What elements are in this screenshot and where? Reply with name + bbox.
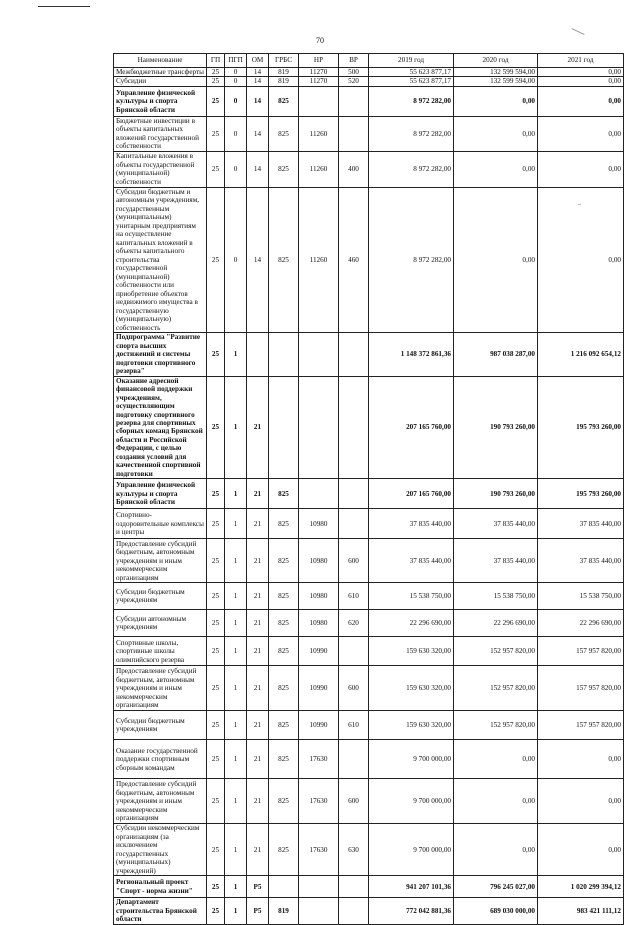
cell-om: 14	[247, 68, 269, 77]
cell-name: Спортивно-оздоровительные комплексы и центры	[114, 509, 207, 539]
cell-pgp: 1	[225, 333, 247, 376]
table-row	[114, 77, 624, 86]
cell-y2020: 37 835 440,00	[454, 539, 538, 583]
cell-gp: 25	[207, 610, 225, 637]
cell-om: 21	[247, 583, 269, 610]
cell-pgp: 1	[225, 740, 247, 779]
cell-name: Оказание адресной финансовой поддержки учреждениям, осуществляющим подготовку спортивного резерва для спортивных сборных команд Брянской области и Российской Федерации, с целью создания условий для качественной спортивной подготовки	[114, 376, 207, 479]
cell-grbs: 825	[269, 539, 299, 583]
cell-nr	[299, 376, 339, 479]
header-y2020: 2020 год	[454, 54, 538, 68]
cell-om: 14	[247, 151, 269, 187]
cell-name: Межбюджетные трансферты	[114, 68, 207, 77]
cell-y2021: 0,00	[538, 86, 624, 116]
cell-gp: 25	[207, 68, 225, 77]
cell-gp: 25	[207, 666, 225, 711]
cell-y2019: 9 700 000,00	[369, 779, 454, 824]
cell-y2019: 55 623 877,17	[369, 68, 454, 77]
cell-y2021: 0,00	[538, 187, 624, 332]
cell-gp: 25	[207, 187, 225, 332]
table-row	[114, 711, 624, 740]
cell-vr	[339, 740, 369, 779]
cell-nr: 11260	[299, 187, 339, 332]
cell-y2020: 152 957 820,00	[454, 711, 538, 740]
header-pgp: ПГП	[225, 54, 247, 68]
cell-name: Предоставление субсидий бюджетным, автономным учреждениям и иным некоммерческим организациям	[114, 779, 207, 824]
cell-grbs: 825	[269, 740, 299, 779]
cell-y2019: 37 835 440,00	[369, 509, 454, 539]
cell-nr: 10980	[299, 610, 339, 637]
cell-name: Предоставление субсидий бюджетным, автономным учреждениям и иным некоммерческим организациям	[114, 666, 207, 711]
cell-vr: 520	[339, 77, 369, 86]
cell-vr	[339, 876, 369, 898]
table-row	[114, 637, 624, 666]
cell-pgp: 0	[225, 86, 247, 116]
cell-y2021: 157 957 820,00	[538, 666, 624, 711]
cell-name: Подпрограмма "Развитие спорта высших достижений и системы подготовки спортивного резерва"	[114, 333, 207, 376]
cell-y2019: 8 972 282,00	[369, 86, 454, 116]
cell-pgp: 1	[225, 479, 247, 509]
cell-vr: 400	[339, 151, 369, 187]
cell-gp: 25	[207, 116, 225, 151]
cell-gp: 25	[207, 711, 225, 740]
cell-y2020: 796 245 027,00	[454, 876, 538, 898]
cell-y2021: 195 793 260,00	[538, 376, 624, 479]
cell-y2020: 0,00	[454, 740, 538, 779]
cell-y2021: 0,00	[538, 740, 624, 779]
cell-y2019: 207 165 760,00	[369, 376, 454, 479]
cell-y2019: 159 630 320,00	[369, 637, 454, 666]
table-row	[114, 509, 624, 539]
cell-gp: 25	[207, 779, 225, 824]
cell-pgp: 1	[225, 610, 247, 637]
cell-y2020: 15 538 750,00	[454, 583, 538, 610]
cell-gp: 25	[207, 539, 225, 583]
cell-y2019: 22 296 690,00	[369, 610, 454, 637]
cell-gp: 25	[207, 898, 225, 924]
cell-pgp: 0	[225, 68, 247, 77]
cell-vr	[339, 333, 369, 376]
cell-om: 21	[247, 539, 269, 583]
cell-vr: 630	[339, 824, 369, 876]
cell-gp: 25	[207, 876, 225, 898]
cell-y2020: 689 030 000,00	[454, 898, 538, 924]
cell-grbs: 825	[269, 666, 299, 711]
cell-om: 14	[247, 116, 269, 151]
cell-y2019: 207 165 760,00	[369, 479, 454, 509]
table-row	[114, 898, 624, 924]
cell-vr	[339, 479, 369, 509]
cell-y2021: 1 020 299 394,12	[538, 876, 624, 898]
cell-y2021: 15 538 750,00	[538, 583, 624, 610]
cell-gp: 25	[207, 376, 225, 479]
cell-nr	[299, 333, 339, 376]
table-row	[114, 151, 624, 187]
cell-y2020: 190 793 260,00	[454, 376, 538, 479]
cell-name: Региональный проект "Спорт - норма жизни"	[114, 876, 207, 898]
cell-nr: 10980	[299, 539, 339, 583]
cell-name: Капитальные вложения в объекты государственной (муниципальной) собственности	[114, 151, 207, 187]
budget-table	[113, 53, 624, 925]
cell-om: 21	[247, 779, 269, 824]
cell-gp: 25	[207, 77, 225, 86]
cell-vr	[339, 898, 369, 924]
cell-y2021: 0,00	[538, 116, 624, 151]
cell-gp: 25	[207, 824, 225, 876]
cell-y2019: 1 148 372 861,36	[369, 333, 454, 376]
cell-grbs: 825	[269, 116, 299, 151]
cell-vr	[339, 376, 369, 479]
cell-nr: 10990	[299, 637, 339, 666]
cell-om: P5	[247, 876, 269, 898]
table-row	[114, 187, 624, 332]
cell-gp: 25	[207, 740, 225, 779]
cell-om: 21	[247, 824, 269, 876]
header-y2019: 2019 год	[369, 54, 454, 68]
cell-y2020: 987 038 287,00	[454, 333, 538, 376]
table-row	[114, 333, 624, 376]
cell-grbs	[269, 333, 299, 376]
cell-y2019: 15 538 750,00	[369, 583, 454, 610]
cell-om: 14	[247, 77, 269, 86]
cell-grbs: 825	[269, 583, 299, 610]
header-name: Наименование	[114, 54, 207, 68]
cell-nr: 11270	[299, 77, 339, 86]
cell-grbs: 825	[269, 824, 299, 876]
cell-vr	[339, 116, 369, 151]
table-row	[114, 876, 624, 898]
table-row	[114, 68, 624, 77]
table-row	[114, 610, 624, 637]
cell-name: Управление физической культуры и спорта Брянской области	[114, 86, 207, 116]
cell-pgp: 1	[225, 779, 247, 824]
cell-grbs: 825	[269, 151, 299, 187]
cell-name: Управление физической культуры и спорта Брянской области	[114, 479, 207, 509]
cell-y2019: 8 972 282,00	[369, 187, 454, 332]
cell-nr: 11270	[299, 68, 339, 77]
cell-vr: 600	[339, 666, 369, 711]
cell-nr: 17630	[299, 779, 339, 824]
cell-pgp: 0	[225, 77, 247, 86]
cell-grbs: 819	[269, 68, 299, 77]
header-nr: НР	[299, 54, 339, 68]
header-row	[114, 54, 624, 68]
cell-grbs: 825	[269, 779, 299, 824]
cell-nr	[299, 898, 339, 924]
cell-vr: 600	[339, 779, 369, 824]
cell-pgp: 1	[225, 898, 247, 924]
cell-nr: 11260	[299, 151, 339, 187]
cell-vr: 600	[339, 539, 369, 583]
cell-vr: 620	[339, 610, 369, 637]
cell-y2021: 37 835 440,00	[538, 509, 624, 539]
cell-y2021: 1 216 092 654,12	[538, 333, 624, 376]
cell-y2019: 8 972 282,00	[369, 151, 454, 187]
cell-name: Субсидии бюджетным учреждениям	[114, 583, 207, 610]
cell-nr	[299, 479, 339, 509]
cell-grbs: 825	[269, 509, 299, 539]
cell-y2020: 152 957 820,00	[454, 666, 538, 711]
cell-nr: 10990	[299, 666, 339, 711]
cell-nr: 17630	[299, 824, 339, 876]
cell-nr: 10980	[299, 509, 339, 539]
table-row	[114, 779, 624, 824]
cell-y2020: 190 793 260,00	[454, 479, 538, 509]
cell-vr: 460	[339, 187, 369, 332]
header-gp: ГП	[207, 54, 225, 68]
cell-nr: 10980	[299, 583, 339, 610]
cell-vr	[339, 637, 369, 666]
cell-gp: 25	[207, 583, 225, 610]
cell-pgp: 0	[225, 151, 247, 187]
cell-om: 21	[247, 637, 269, 666]
cell-y2020: 132 599 594,00	[454, 68, 538, 77]
cell-gp: 25	[207, 509, 225, 539]
top-rule	[38, 6, 90, 7]
cell-vr: 500	[339, 68, 369, 77]
cell-y2019: 9 700 000,00	[369, 824, 454, 876]
cell-gp: 25	[207, 479, 225, 509]
cell-nr: 11260	[299, 116, 339, 151]
table-row	[114, 116, 624, 151]
cell-grbs: 819	[269, 77, 299, 86]
cell-name: Субсидии некоммерческим организациям (за исключением государственных (муниципальных) учреждений)	[114, 824, 207, 876]
cell-vr	[339, 86, 369, 116]
cell-grbs: 825	[269, 187, 299, 332]
cell-gp: 25	[207, 86, 225, 116]
cell-pgp: 1	[225, 539, 247, 583]
cell-name: Субсидии бюджетным учреждениям	[114, 711, 207, 740]
cell-name: Оказание государственной поддержки спортивным сборным командам	[114, 740, 207, 779]
cell-y2019: 8 972 282,00	[369, 116, 454, 151]
cell-pgp: 1	[225, 711, 247, 740]
cell-y2020: 0,00	[454, 824, 538, 876]
table-row	[114, 824, 624, 876]
cell-name: Предоставление субсидий бюджетным, автономным учреждениям и иным некоммерческим организациям	[114, 539, 207, 583]
cell-om: 21	[247, 711, 269, 740]
cell-y2021: 0,00	[538, 68, 624, 77]
cell-y2020: 0,00	[454, 779, 538, 824]
cell-om: 21	[247, 376, 269, 479]
cell-pgp: 0	[225, 187, 247, 332]
cell-vr: 610	[339, 583, 369, 610]
cell-pgp: 1	[225, 824, 247, 876]
cell-y2020: 132 599 594,00	[454, 77, 538, 86]
cell-y2021: 0,00	[538, 151, 624, 187]
cell-y2021: 157 957 820,00	[538, 711, 624, 740]
header-grbs: ГРБС	[269, 54, 299, 68]
cell-y2019: 159 630 320,00	[369, 666, 454, 711]
table-row	[114, 479, 624, 509]
cell-y2020: 37 835 440,00	[454, 509, 538, 539]
cell-grbs: 825	[269, 479, 299, 509]
table-row	[114, 376, 624, 479]
cell-y2019: 37 835 440,00	[369, 539, 454, 583]
cell-pgp: 1	[225, 583, 247, 610]
cell-nr	[299, 86, 339, 116]
cell-name: Субсидии бюджетным и автономным учреждениям, государственным (муниципальным) унитарным предприятиям на осуществление капитальных вложений в объекты капитального строительства государственной (муниципальной) собственности или приобретение объектов недвижимого имущества в государственную (муниципальную) собственность	[114, 187, 207, 332]
cell-om	[247, 333, 269, 376]
cell-y2019: 159 630 320,00	[369, 711, 454, 740]
cell-om: 21	[247, 666, 269, 711]
cell-y2021: 157 957 820,00	[538, 637, 624, 666]
cell-om: 14	[247, 86, 269, 116]
header-y2021: 2021 год	[538, 54, 624, 68]
cell-pgp: 1	[225, 637, 247, 666]
cell-y2019: 9 700 000,00	[369, 740, 454, 779]
table-row	[114, 583, 624, 610]
table-body	[114, 68, 624, 925]
cell-y2021: 983 421 111,12	[538, 898, 624, 924]
cell-y2021: 37 835 440,00	[538, 539, 624, 583]
table-row	[114, 666, 624, 711]
cell-gp: 25	[207, 333, 225, 376]
cell-nr	[299, 876, 339, 898]
cell-grbs: 825	[269, 610, 299, 637]
cell-vr	[339, 509, 369, 539]
header-vr: ВР	[339, 54, 369, 68]
cell-pgp: 1	[225, 509, 247, 539]
cell-om: 21	[247, 479, 269, 509]
cell-pgp: 0	[225, 116, 247, 151]
cell-om: 21	[247, 509, 269, 539]
table-row	[114, 86, 624, 116]
cell-y2021: 195 793 260,00	[538, 479, 624, 509]
pen-mark	[571, 28, 584, 35]
cell-om: 21	[247, 610, 269, 637]
cell-name: Спортивные школы, спортивные школы олимпийского резерва	[114, 637, 207, 666]
cell-pgp: 1	[225, 376, 247, 479]
cell-y2020: 0,00	[454, 151, 538, 187]
cell-gp: 25	[207, 637, 225, 666]
cell-y2021: 0,00	[538, 824, 624, 876]
cell-y2020: 0,00	[454, 187, 538, 332]
cell-nr: 17630	[299, 740, 339, 779]
cell-vr: 610	[339, 711, 369, 740]
cell-name: Департамент строительства Брянской области	[114, 898, 207, 924]
cell-y2021: 0,00	[538, 779, 624, 824]
cell-grbs	[269, 376, 299, 479]
cell-y2019: 55 623 877,17	[369, 77, 454, 86]
page-number: 70	[316, 36, 324, 45]
cell-name: Субсидии автономным учреждениям	[114, 610, 207, 637]
cell-grbs	[269, 876, 299, 898]
cell-y2021: 0,00	[538, 77, 624, 86]
cell-grbs: 825	[269, 86, 299, 116]
cell-y2020: 152 957 820,00	[454, 637, 538, 666]
cell-name: Субсидии	[114, 77, 207, 86]
cell-y2021: 22 296 690,00	[538, 610, 624, 637]
cell-y2020: 0,00	[454, 86, 538, 116]
cell-gp: 25	[207, 151, 225, 187]
cell-nr: 10990	[299, 711, 339, 740]
cell-pgp: 1	[225, 666, 247, 711]
table-row	[114, 539, 624, 583]
cell-pgp: 1	[225, 876, 247, 898]
table-row	[114, 740, 624, 779]
cell-grbs: 819	[269, 898, 299, 924]
header-om: ОМ	[247, 54, 269, 68]
cell-y2020: 0,00	[454, 116, 538, 151]
cell-y2019: 772 042 881,36	[369, 898, 454, 924]
cell-grbs: 825	[269, 711, 299, 740]
cell-om: 14	[247, 187, 269, 332]
cell-om: P5	[247, 898, 269, 924]
cell-grbs: 825	[269, 637, 299, 666]
cell-y2019: 941 207 101,36	[369, 876, 454, 898]
cell-om: 21	[247, 740, 269, 779]
cell-y2020: 22 296 690,00	[454, 610, 538, 637]
cell-name: Бюджетные инвестиции в объекты капитальных вложений государственной собственности	[114, 116, 207, 151]
